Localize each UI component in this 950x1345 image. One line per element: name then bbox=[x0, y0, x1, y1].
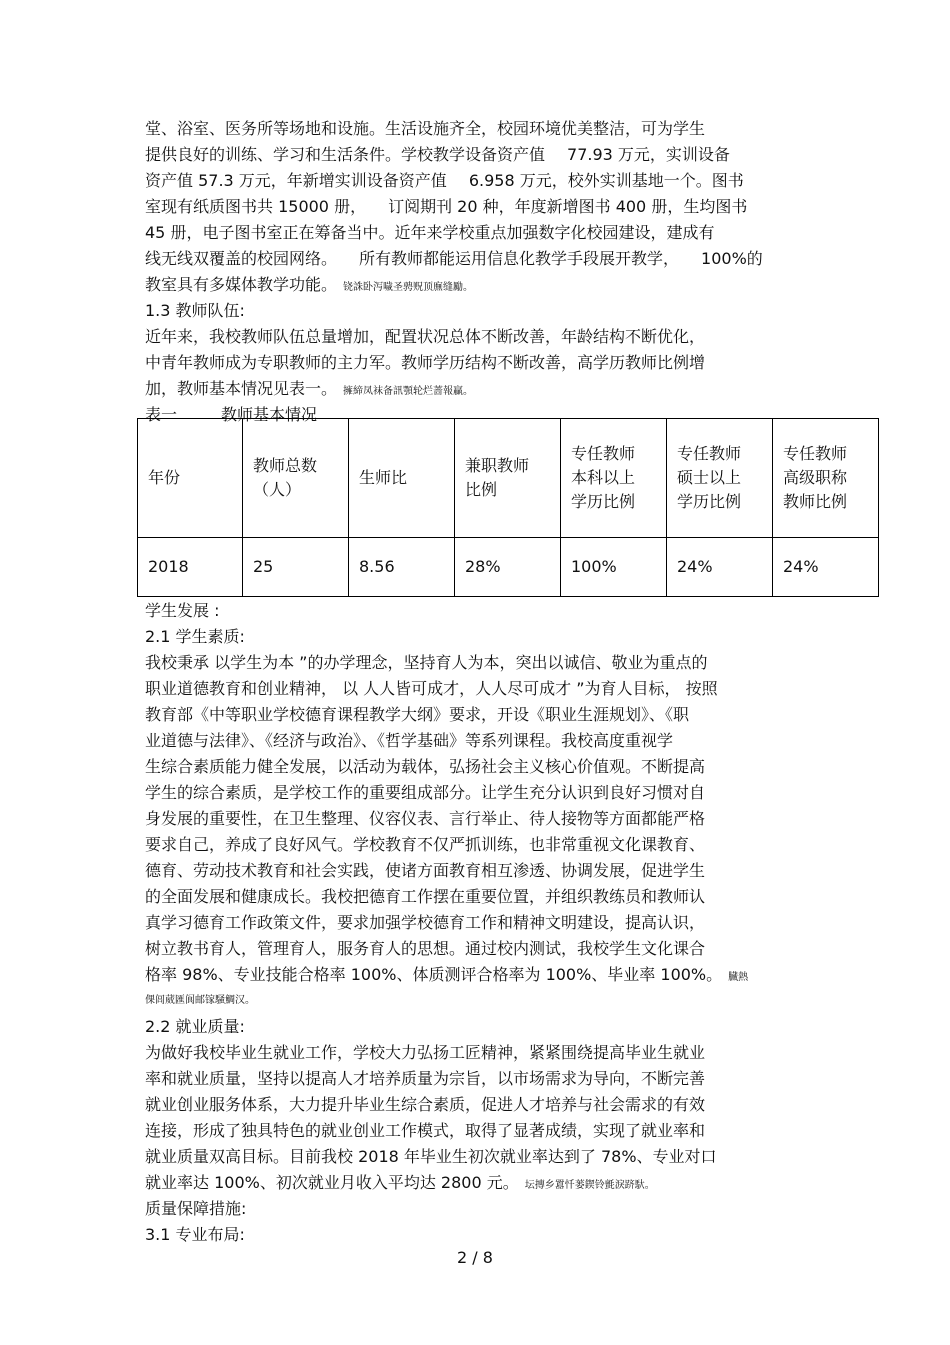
table-cell: 28% bbox=[455, 538, 561, 597]
cell-text: 专任教师 bbox=[783, 444, 848, 463]
header-cell bbox=[138, 419, 243, 538]
text: 订阅期刊 20 种，年度新增图书 400 册，生均图书 bbox=[388, 197, 748, 216]
text-line bbox=[145, 168, 885, 194]
cell-text: 本科以上 bbox=[571, 468, 636, 487]
text-line bbox=[145, 1170, 885, 1196]
text-line bbox=[145, 1092, 885, 1118]
text-line bbox=[145, 1066, 885, 1092]
header-cell bbox=[667, 419, 773, 538]
text: 室现有纸质图书共 15000 册， bbox=[145, 197, 367, 216]
text-line bbox=[145, 1040, 885, 1066]
table-cell: 2018 bbox=[138, 538, 243, 597]
cell-text: （人） bbox=[253, 480, 302, 499]
text-line bbox=[145, 910, 885, 936]
watermark-text: 臓熱 bbox=[728, 972, 749, 983]
text-line bbox=[145, 988, 885, 1008]
cell-text: 专任教师 bbox=[571, 444, 636, 463]
text-line bbox=[145, 702, 885, 728]
cell-text: 生师比 bbox=[359, 468, 408, 487]
text: 堂、浴室、医务所等场地和设施。生活设施齐全，校园环境优美整洁，可为学生 bbox=[145, 119, 706, 138]
text-line bbox=[145, 116, 885, 142]
text-line bbox=[145, 832, 885, 858]
text-line bbox=[145, 676, 885, 702]
text-line bbox=[145, 754, 885, 780]
text-line bbox=[145, 272, 885, 298]
text: 资产值 57.3 万元，年新增实训设备资产值 bbox=[145, 171, 447, 190]
table-caption-text: 教师基本情况 bbox=[221, 405, 318, 424]
table-cell: 24% bbox=[773, 538, 879, 597]
text-line bbox=[145, 246, 885, 272]
text: 要求自己，养成了良好风气。学校教育不仅严抓训练，也非常重视文化课教育、 bbox=[145, 835, 706, 854]
heading: 2.2 就业质量: bbox=[145, 1017, 245, 1036]
table-cell: 100% bbox=[561, 538, 667, 597]
cell-text: 比例 bbox=[465, 480, 498, 499]
watermark-text: 铙誅卧泻噦圣骋贶顶廡缝勵。 bbox=[343, 282, 474, 293]
teacher-info-table bbox=[137, 418, 879, 597]
section-heading bbox=[145, 1196, 885, 1222]
text: 6.958 万元，校外实训基地一个。图书 bbox=[468, 171, 744, 190]
heading: 1.3 教师队伍: bbox=[145, 301, 245, 320]
text: 身发展的重要性，在卫生整理、仪容仪表、言行举止、待人接物等方面都能严格 bbox=[145, 809, 706, 828]
text-line bbox=[145, 650, 885, 676]
subsection-heading bbox=[145, 1014, 885, 1040]
heading: 3.1 专业布局: bbox=[145, 1225, 245, 1244]
text: 就业质量双高目标。目前我校 2018 年毕业生初次就业率达到了 78%、专业对口 bbox=[145, 1147, 717, 1166]
cell-text: 高级职称 bbox=[783, 468, 848, 487]
text-line bbox=[145, 220, 885, 246]
text-line bbox=[145, 324, 885, 350]
text: 45 册，电子图书室正在筹备当中。近年来学校重点加强数字化校园建设，建成有 bbox=[145, 223, 715, 242]
text: 近年来，我校教师队伍总量增加，配置状况总体不断改善，年龄结构不断优化， bbox=[145, 327, 706, 346]
text: 连接，形成了独具特色的就业创业工作模式，取得了显著成绩，实现了就业率和 bbox=[145, 1121, 706, 1140]
text-line bbox=[145, 1144, 885, 1170]
text: 77.93 万元，实训设备 bbox=[567, 145, 730, 164]
text: 提供良好的训练、学习和生活条件。学校教学设备资产值 bbox=[145, 145, 546, 164]
header-cell bbox=[455, 419, 561, 538]
text: 格率 98%、专业技能合格率 100%、体质测评合格率为 100%、毕业率 100%。 bbox=[145, 965, 723, 984]
text: 职业道德教育和创业精神， 以 人人皆可成才，人人尽可成才 ”为育人目标， 按照 bbox=[145, 679, 718, 698]
table-header-row bbox=[138, 419, 879, 538]
text-line bbox=[145, 1118, 885, 1144]
table-row bbox=[138, 538, 879, 597]
text-line bbox=[145, 142, 885, 168]
header-cell bbox=[561, 419, 667, 538]
text: 业道德与法律》、《经济与政治》、《哲学基础》等系列课程。我校高度重视学 bbox=[145, 731, 674, 750]
text: 线无线双覆盖的校园网络。 bbox=[145, 249, 338, 268]
section-heading bbox=[145, 298, 885, 324]
text-line bbox=[145, 350, 885, 376]
cell-text: 学历比例 bbox=[571, 492, 636, 511]
cell-text: 教师比例 bbox=[783, 492, 848, 511]
text: 教室具有多媒体教学功能。 bbox=[145, 275, 338, 294]
text-line bbox=[145, 806, 885, 832]
cell-text: 硕士以上 bbox=[677, 468, 742, 487]
watermark-text: 倮闾葳匯阆邮镓騒鯛汉。 bbox=[145, 995, 255, 1006]
header-cell bbox=[349, 419, 455, 538]
table-cell: 25 bbox=[243, 538, 349, 597]
text-line bbox=[145, 962, 885, 988]
header-cell bbox=[243, 419, 349, 538]
watermark-text: 坛摶乡囂忏蒌鍥铃氈淚跻馱。 bbox=[524, 1180, 655, 1191]
text-line bbox=[145, 858, 885, 884]
text-line bbox=[145, 376, 885, 402]
bottom-text-block bbox=[145, 598, 885, 1248]
cell-text: 年份 bbox=[148, 468, 181, 487]
subsection-heading bbox=[145, 1222, 885, 1248]
heading: 2.1 学生素质: bbox=[145, 627, 245, 646]
watermark-text: 擁締凤袜备訊顎轮烂蔷報贏。 bbox=[343, 386, 474, 397]
table-title: 表一 bbox=[145, 405, 178, 424]
text: 100%的 bbox=[701, 249, 763, 268]
cell-text: 教师总数 bbox=[253, 456, 318, 475]
text: 中青年教师成为专职教师的主力军。教师学历结构不断改善，高学历教师比例增 bbox=[145, 353, 706, 372]
text: 德育、劳动技术教育和社会实践，使诸方面教育相互渗透、协调发展，促进学生 bbox=[145, 861, 706, 880]
text: 学生的综合素质，是学校工作的重要组成部分。让学生充分认识到良好习惯对自 bbox=[145, 783, 706, 802]
subsection-heading bbox=[145, 624, 885, 650]
text: 真学习德育工作政策文件，要求加强学校德育工作和精神文明建设，提高认识， bbox=[145, 913, 706, 932]
cell-text: 专任教师 bbox=[677, 444, 742, 463]
heading: 质量保障措施: bbox=[145, 1199, 247, 1218]
text: 我校秉承 以学生为本 ”的办学理念，坚持育人为本，突出以诚信、敬业为重点的 bbox=[145, 653, 708, 672]
top-text-block bbox=[145, 116, 885, 428]
section-heading bbox=[145, 598, 885, 624]
text-line bbox=[145, 936, 885, 962]
text: 率和就业质量，坚持以提高人才培养质量为宗旨，以市场需求为导向，不断完善 bbox=[145, 1069, 706, 1088]
text: 为做好我校毕业生就业工作，学校大力弘扬工匠精神，紧紧围绕提高毕业生就业 bbox=[145, 1043, 706, 1062]
table-cell: 24% bbox=[667, 538, 773, 597]
text: 就业率达 100%、初次就业月收入平均达 2800 元。 bbox=[145, 1173, 519, 1192]
table-cell: 8.56 bbox=[349, 538, 455, 597]
cell-text: 兼职教师 bbox=[465, 456, 530, 475]
page-number: 2 / 8 bbox=[457, 1248, 493, 1267]
text-line bbox=[145, 728, 885, 754]
text: 就业创业服务体系，大力提升毕业生综合素质，促进人才培养与社会需求的有效 bbox=[145, 1095, 706, 1114]
heading: 学生发展 : bbox=[145, 601, 220, 620]
header-cell bbox=[773, 419, 879, 538]
text-line bbox=[145, 884, 885, 910]
text: 生综合素质能力健全发展，以活动为载体，弘扬社会主义核心价值观。不断提高 bbox=[145, 757, 706, 776]
text-line bbox=[145, 780, 885, 806]
text: 所有教师都能运用信息化教学手段展开教学， bbox=[359, 249, 680, 268]
text: 的全面发展和健康成长。我校把德育工作摆在重要位置，并组织教练员和教师认 bbox=[145, 887, 706, 906]
text-line bbox=[145, 194, 885, 220]
text: 加，教师基本情况见表一。 bbox=[145, 379, 338, 398]
text: 树立教书育人，管理育人，服务育人的思想。通过校内测试，我校学生文化课合 bbox=[145, 939, 706, 958]
text: 教育部《中等职业学校德育课程教学大纲》要求，开设《职业生涯规划》、《职 bbox=[145, 705, 690, 724]
cell-text: 学历比例 bbox=[677, 492, 742, 511]
